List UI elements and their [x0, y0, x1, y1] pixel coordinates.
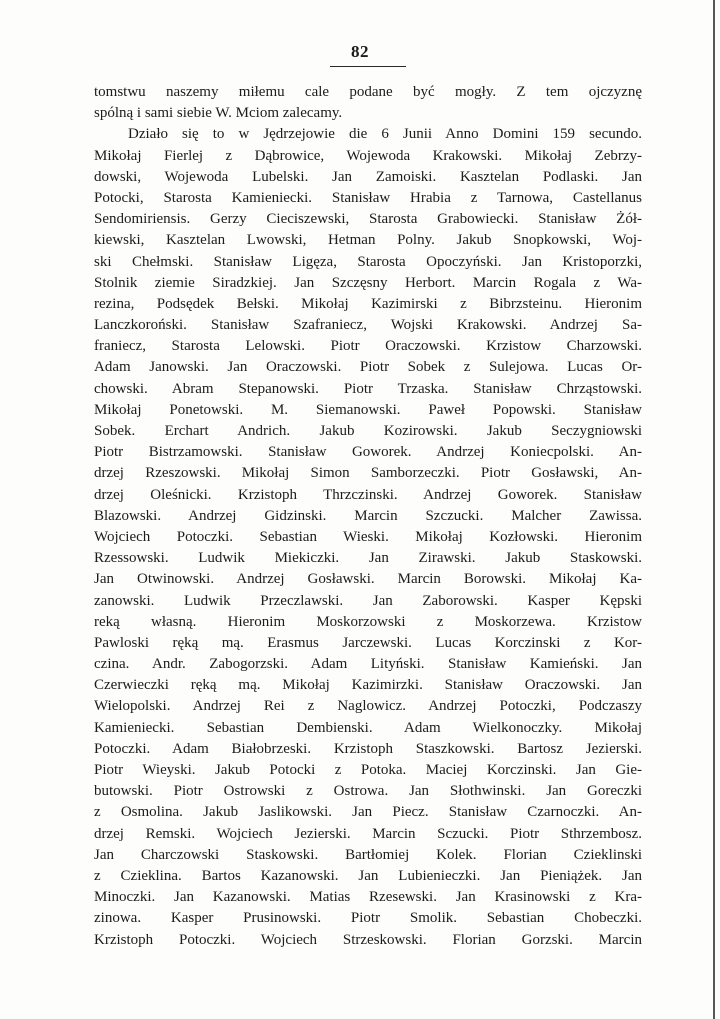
page-number-rule	[330, 66, 406, 67]
text-line-37: Jan Charczowski Staskowski. Bartłomiej Kolek. Florian Czieklinski	[94, 846, 642, 863]
text-line-2: spólną i sami siebie W. Mciom zalecamy.	[94, 105, 343, 122]
text-line-6: Potocki, Starosta Kamieniecki. Stanisław Hrabia z Tarnowa, Castellanus	[94, 189, 642, 206]
text-line-25: zanowski. Ludwik Przeczlawski. Jan Zaborowski. Kasper Kępski	[94, 592, 642, 609]
text-line-41: Krzistoph Potoczki. Wojciech Strzeskowski. Florian Gorzski. Marcin	[94, 931, 642, 948]
text-line-18: Piotr Bistrzamowski. Stanisław Goworek. Andrzej Koniecpolski. An-	[94, 444, 642, 461]
text-line-3: Działo się to w Jędrzejowie die 6 Junii Anno Domini 159 secundo.	[128, 126, 642, 143]
text-line-13: franiecz, Starosta Lelowski. Piotr Oraczowski. Krzistow Charzowski.	[94, 338, 642, 355]
text-line-32: Potoczki. Adam Białobrzeski. Krzistoph Staszkowski. Bartosz Jezierski.	[94, 740, 642, 757]
text-line-19: drzej Rzeszowski. Mikołaj Simon Samborzeczki. Piotr Gosławski, An-	[94, 465, 642, 482]
text-line-11: rezina, Podsędek Bełski. Mikołaj Kazimirski z Bibrzsteinu. Hieronim	[94, 295, 642, 312]
text-body	[94, 82, 642, 951]
text-line-34: butowski. Piotr Ostrowski z Ostrowa. Jan Słothwinski. Jan Goreczki	[94, 783, 642, 800]
text-line-17: Sobek. Erchart Andrich. Jakub Kozirowski. Jakub Seczygniowski	[94, 423, 642, 439]
text-line-14: Adam Janowski. Jan Oraczowski. Piotr Sobek z Sulejowa. Lucas Or-	[94, 359, 642, 376]
text-line-29: Czerwieczki ręką mą. Mikołaj Kazimirzki. Stanisław Oraczowski. Jan	[94, 677, 642, 694]
page-edge-line	[713, 0, 715, 1019]
text-line-28: czina. Andr. Zabogorzski. Adam Lityński. Stanisław Kamieński. Jan	[94, 656, 642, 673]
text-line-21: Blazowski. Andrzej Gidzinski. Marcin Szczucki. Malcher Zawissa.	[94, 507, 642, 524]
text-line-12: Lanczkoroński. Stanisław Szafraniecz, Wojski Krakowski. Andrzej Sa-	[94, 317, 642, 334]
text-line-22: Wojciech Potoczki. Sebastian Wieski. Mikołaj Kozłowski. Hieronim	[94, 528, 642, 545]
text-line-38: z Czieklina. Bartos Kazanowski. Jan Lubienieczki. Jan Pieniążek. Jan	[94, 867, 642, 884]
text-line-31: Kamieniecki. Sebastian Dembienski. Adam Wielkonoczky. Mikołaj	[94, 719, 642, 736]
text-line-24: Jan Otwinowski. Andrzej Gosławski. Marcin Borowski. Mikołaj Ka-	[94, 571, 642, 588]
text-line-8: kiewski, Kasztelan Lwowski, Hetman Polny. Jakub Snopkowski, Woj-	[94, 232, 642, 249]
text-line-10: Stolnik ziemie Siradzkiej. Jan Szczęsny Herbort. Marcin Rogala z Wa-	[94, 274, 642, 291]
text-line-40: zinowa. Kasper Prusinowski. Piotr Smolik. Sebastian Chobeczki.	[94, 910, 642, 927]
text-line-35: z Osmolina. Jakub Jaslikowski. Jan Piecz. Stanisław Czarnoczki. An-	[94, 804, 642, 821]
text-line-33: Piotr Wieyski. Jakub Potocki z Potoka. Maciej Korczinski. Jan Gie-	[94, 762, 642, 778]
text-line-15: chowski. Abram Stepanowski. Piotr Trzaska. Stanisław Chrząstowski.	[94, 380, 642, 397]
text-line-20: drzej Oleśnicki. Krzistoph Thrzczinski. Andrzej Goworek. Stanisław	[94, 486, 642, 503]
text-line-27: Pawloski ręką mą. Erasmus Jarczewski. Lucas Korczinski z Kor-	[94, 634, 642, 651]
text-line-36: drzej Remski. Wojciech Jezierski. Marcin Sczucki. Piotr Sthrzembosz.	[94, 825, 642, 842]
text-line-1: tomstwu naszemy miłemu cale podane być mogły. Z tem ojczyznę	[94, 84, 642, 100]
text-line-7: Sendomiriensis. Gerzy Cieciszewski, Starosta Grabowiecki. Stanisław Żół-	[94, 211, 642, 228]
page-number: 82	[351, 42, 369, 61]
text-line-23: Rzessowski. Ludwik Miekiczki. Jan Zirawski. Jakub Staskowski.	[94, 550, 642, 567]
text-line-39: Minoczki. Jan Kazanowski. Matias Rzesewski. Jan Krasinowski z Kra-	[94, 889, 642, 906]
text-line-4: Mikołaj Fierlej z Dąbrowice, Wojewoda Krakowski. Mikołaj Zebrzy-	[94, 147, 642, 164]
text-line-16: Mikołaj Ponetowski. M. Siemanowski. Paweł Popowski. Stanisław	[94, 401, 642, 418]
text-line-26: reką własną. Hieronim Moskorzowski z Moskorzewa. Krzistow	[94, 613, 642, 630]
text-line-9: ski Chełmski. Stanisław Ligęza, Starosta Opoczyński. Jan Kristoporzki,	[94, 253, 642, 270]
text-line-30: Wielopolski. Andrzej Rei z Naglowicz. Andrzej Potoczki, Podczaszy	[94, 698, 642, 715]
text-line-5: dowski, Wojewoda Lubelski. Jan Zamoiski. Kasztelan Podlaski. Jan	[94, 168, 642, 185]
